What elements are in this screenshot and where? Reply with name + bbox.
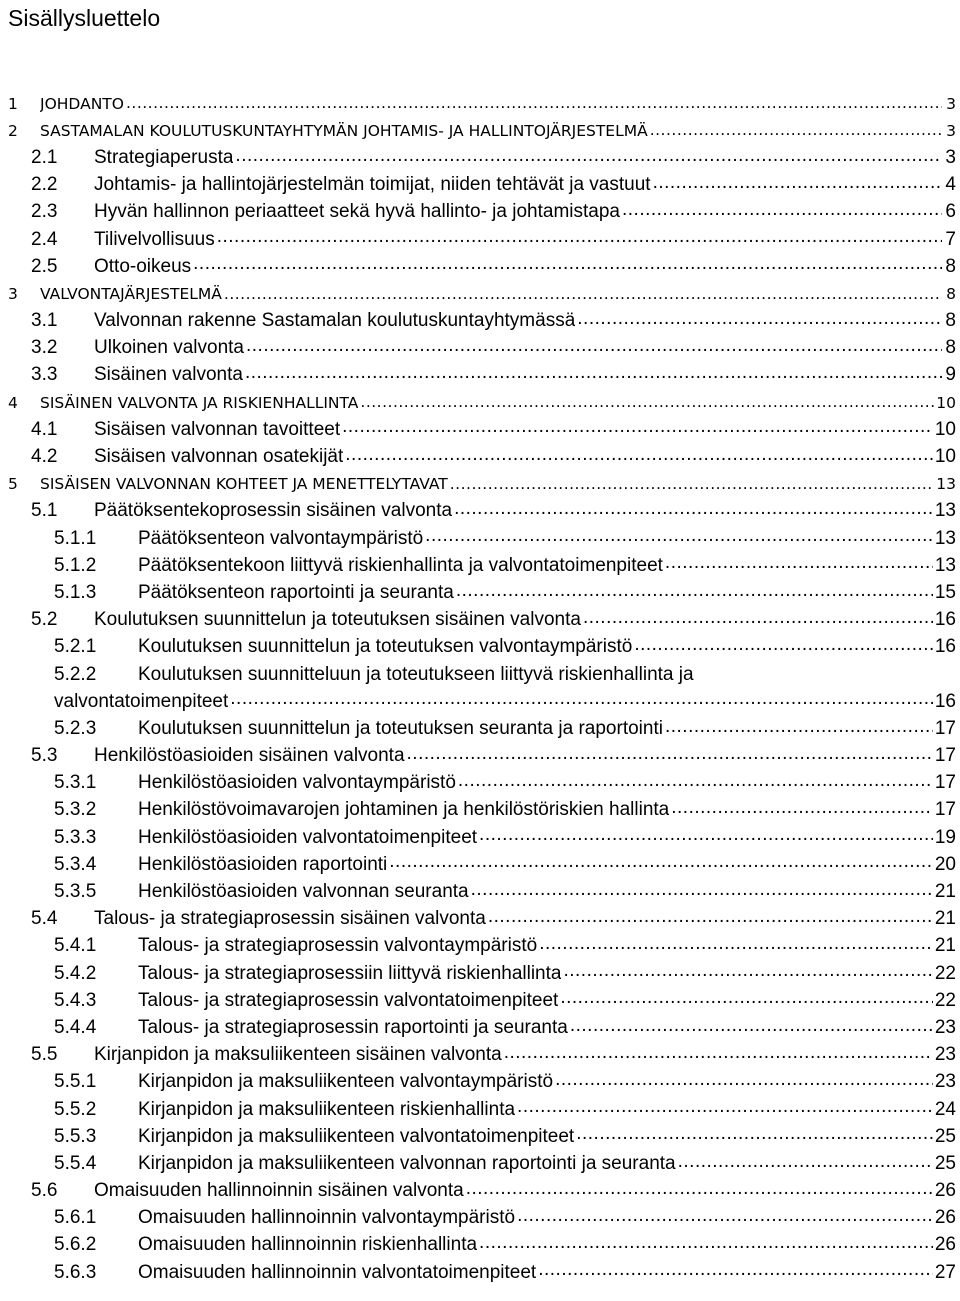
page-title: Sisällysluettelo [8,5,161,31]
toc-dot-leader [407,743,933,770]
toc-entry-page-number: 8 [945,255,956,277]
toc-entry-page-number: 21 [934,908,956,930]
toc-dot-leader [456,579,933,606]
toc-dot-leader [517,1096,933,1123]
toc-entry-page-number: 23 [934,1016,956,1038]
toc-entry[interactable] [0,1232,960,1259]
toc-entry-title: Talous- ja strategiaprosessiin liittyvä riskienhallinta [138,962,562,984]
toc-dot-leader [671,797,933,824]
toc-entry[interactable] [0,416,960,443]
toc-dot-leader [245,362,942,389]
toc-entry-title: Koulutuksen suunnittelun ja toteutuksen valvontaympäristö [138,636,633,658]
toc-entry-title: Koulutuksen suunnitteluun ja toteutukseen liittyvä riskienhallinta ja [138,663,694,685]
toc-entry-number: 5.4.2 [54,962,97,984]
toc-entry[interactable] [0,634,960,661]
toc-dot-leader [563,960,932,987]
toc-entry-number: 5.5.3 [54,1125,97,1147]
toc-entry-title: Kirjanpidon ja maksuliikenteen valvonnan raportointi ja seuranta [138,1152,676,1174]
toc-entry-title: Omaisuuden hallinnoinnin sisäinen valvonta [94,1180,464,1202]
toc-dot-leader [665,552,933,579]
toc-entry-page-number: 24 [934,1098,956,1120]
toc-entry-title: Omaisuuden hallinnoinnin valvontaympäristö [138,1207,516,1229]
toc-dot-leader [622,199,942,226]
toc-entry-number: 5.6.2 [54,1234,97,1256]
toc-entry[interactable] [0,797,960,824]
toc-entry-page-number: 25 [934,1152,956,1174]
toc-entry[interactable] [0,144,960,171]
toc-entry[interactable] [0,525,960,552]
toc-entry-page-number: 23 [934,1044,956,1066]
toc-entry-page-number: 22 [934,962,956,984]
toc-entry-page-number: 10 [934,446,956,468]
toc-entry-title: Kirjanpidon ja maksuliikenteen sisäinen valvonta [94,1044,502,1066]
toc-entry[interactable] [0,770,960,797]
toc-entry-title: Hyvän hallinnon periaatteet sekä hyvä hallinto- ja johtamistapa [94,201,620,223]
toc-entry-page-number: 8 [945,337,956,359]
toc-entry-page-number: 3 [946,121,956,140]
toc-entry[interactable] [0,443,960,470]
toc-entry-number: 2.1 [31,146,58,168]
toc-dot-leader [345,443,933,470]
toc-entry-number: 5 [8,475,18,494]
toc-dot-leader [342,416,933,443]
toc-entry-title: Päätöksentekoprosessin sisäinen valvonta [94,500,453,522]
toc-entry-number: 5.6.1 [54,1207,97,1229]
toc-entry[interactable] [0,1096,960,1123]
toc-entry-page-number: 15 [934,581,956,603]
toc-dot-leader [583,607,933,634]
toc-entry[interactable] [0,1150,960,1177]
toc-entry-title: Talous- ja strategiaprosessin valvontatoimenpiteet [138,989,559,1011]
toc-entry-page-number: 7 [945,228,956,250]
toc-dot-leader [217,226,942,253]
toc-dot-leader [653,172,942,199]
toc-entry-page-number: 13 [934,527,956,549]
toc-entry-page-number: 13 [934,500,956,522]
toc-entry-title: Omaisuuden hallinnoinnin valvontatoimenpiteet [138,1261,537,1283]
toc-entry[interactable] [0,253,960,280]
toc-entry-title: Koulutuksen suunnittelun ja toteutuksen seuranta ja raportointi [138,717,663,739]
toc-entry-page-number: 23 [934,1071,956,1093]
toc-entry-number: 5.1.1 [54,527,97,549]
table-of-contents [0,90,960,1286]
toc-entry-title: Strategiaperusta [94,146,234,168]
toc-entry-page-number: 10 [934,418,956,440]
toc-entry-title: Päätöksenteon raportointi ja seuranta [138,581,454,603]
toc-entry-title: Kirjanpidon ja maksuliikenteen valvontaympäristö [138,1071,554,1093]
toc-dot-leader [360,389,934,416]
toc-entry-number: 5.4.3 [54,989,97,1011]
toc-entry-page-number: 17 [934,717,956,739]
toc-dot-leader [539,933,933,960]
toc-entry-number: 2.3 [31,201,58,223]
toc-dot-leader [479,824,933,851]
toc-entry-title: VALVONTAJÄRJESTELMÄ [40,284,222,303]
toc-entry[interactable] [0,335,960,362]
toc-entry-number: 2.5 [31,255,58,277]
toc-entry-number: 4.1 [31,418,58,440]
toc-entry-number: 3.2 [31,337,58,359]
toc-entry-title: Henkilöstöasioiden sisäinen valvonta [94,745,405,767]
toc-entry-number: 5.3.3 [54,826,97,848]
toc-dot-leader [454,498,933,525]
toc-entry-page-number: 25 [934,1125,956,1147]
toc-entry-page-number: 9 [945,364,956,386]
toc-entry-page-number: 10 [936,393,956,412]
toc-dot-leader [538,1259,933,1286]
toc-entry[interactable] [0,552,960,579]
toc-entry[interactable] [0,362,960,389]
toc-entry[interactable] [0,661,960,688]
toc-entry-title: Omaisuuden hallinnoinnin riskienhallinta [138,1234,478,1256]
toc-dot-leader [504,1042,933,1069]
toc-entry-number: 5.5.1 [54,1071,97,1093]
toc-dot-leader [246,335,942,362]
toc-dot-leader [678,1150,933,1177]
toc-entry-title: Otto-oikeus [94,255,192,277]
toc-dot-leader [576,1123,933,1150]
toc-entry-page-number: 22 [934,989,956,1011]
toc-dot-leader [224,280,942,307]
toc-dot-leader [425,525,933,552]
toc-entry-page-number: 26 [934,1207,956,1229]
toc-entry-number: 5.3.5 [54,881,97,903]
toc-dot-leader [193,253,942,280]
toc-entry-title: SASTAMALAN KOULUTUSKUNTAYHTYMÄN JOHTAMIS- JA HALLINTOJÄRJESTELMÄ [40,121,648,140]
toc-entry-number: 5.3.1 [54,772,97,794]
toc-entry-page-number: 8 [945,310,956,332]
toc-entry[interactable] [0,226,960,253]
toc-entry-number: 5.5.2 [54,1098,97,1120]
toc-entry-title: SISÄINEN VALVONTA JA RISKIENHALLINTA [40,393,359,412]
toc-entry[interactable] [0,1259,960,1286]
toc-entry-number: 1 [8,94,18,113]
toc-entry-number: 5.6.3 [54,1261,97,1283]
toc-entry[interactable] [0,933,960,960]
toc-entry-title: Henkilöstöasioiden valvontaympäristö [138,772,456,794]
toc-entry[interactable] [0,280,960,307]
toc-entry-number: 3.1 [31,310,58,332]
toc-dot-leader [126,90,942,117]
toc-entry-page-number: 26 [934,1180,956,1202]
toc-entry[interactable] [0,960,960,987]
toc-entry-page-number: 20 [934,853,956,875]
toc-entry-title: SISÄISEN VALVONNAN KOHTEET JA MENETTELYTAVAT [40,475,448,494]
toc-entry-title: Tilivelvollisuus [94,228,215,250]
toc-dot-leader [479,1232,933,1259]
toc-entry-number: 3 [8,284,18,303]
toc-entry-title: Ulkoinen valvonta [94,337,244,359]
toc-dot-leader [488,906,933,933]
toc-entry-number: 2.2 [31,174,58,196]
toc-entry[interactable] [0,851,960,878]
toc-entry[interactable] [0,579,960,606]
toc-entry-number: 5.2.2 [54,663,97,685]
toc-entry-number: 5.3.4 [54,853,97,875]
toc-entry-page-number: 21 [934,881,956,903]
toc-entry[interactable] [0,607,960,634]
toc-entry-page-number: 21 [934,935,956,957]
toc-entry[interactable] [0,172,960,199]
toc-entry-title: Talous- ja strategiaprosessin valvontaympäristö [138,935,538,957]
toc-dot-leader [634,634,933,661]
toc-dot-leader [471,878,933,905]
toc-entry-number: 2 [8,121,18,140]
toc-dot-leader [570,1014,933,1041]
toc-entry-title: Kirjanpidon ja maksuliikenteen valvontatoimenpiteet [138,1125,575,1147]
toc-entry-page-number: 17 [934,772,956,794]
toc-dot-leader [230,688,933,715]
toc-entry-number: 5.1.3 [54,581,97,603]
toc-entry-title: JOHDANTO [40,94,124,113]
toc-entry-page-number: 27 [934,1261,956,1283]
toc-entry-number: 5.1 [31,500,58,522]
toc-entry-title: Sisäinen valvonta [94,364,243,386]
toc-entry-number: 5.4.1 [54,935,97,957]
toc-entry[interactable] [0,199,960,226]
toc-entry-title: Valvonnan rakenne Sastamalan koulutuskuntayhtymässä [94,310,576,332]
toc-entry-title: Päätöksenteon valvontaympäristö [138,527,424,549]
toc-entry-number: 5.5.4 [54,1152,97,1174]
toc-dot-leader [450,471,935,498]
toc-entry-page-number: 19 [934,826,956,848]
toc-entry-title: Sisäisen valvonnan osatekijät [94,446,344,468]
toc-entry-page-number: 6 [945,201,956,223]
toc-entry-title: Henkilöstöasioiden raportointi [138,853,388,875]
toc-entry-title: Talous- ja strategiaprosessin sisäinen valvonta [94,908,486,930]
toc-entry[interactable] [0,471,960,498]
toc-entry-title: Henkilöstövoimavarojen johtaminen ja henkilöstöriskien hallinta [138,799,670,821]
toc-entry-title: Henkilöstöasioiden valvonnan seuranta [138,881,469,903]
toc-entry-number: 2.4 [31,228,58,250]
toc-entry-number: 5.6 [31,1180,58,1202]
toc-entry-number: 3.3 [31,364,58,386]
toc-entry-number: 5.1.2 [54,554,97,576]
toc-entry[interactable] [0,308,960,335]
toc-dot-leader [517,1205,933,1232]
toc-entry-title: Sisäisen valvonnan tavoitteet [94,418,341,440]
toc-entry-page-number: 17 [934,745,956,767]
toc-entry-page-number: 3 [946,94,956,113]
toc-entry[interactable] [0,1042,960,1069]
toc-entry-number: 4.2 [31,446,58,468]
toc-entry-page-number: 3 [945,146,956,168]
toc-entry-title: valvontatoimenpiteet [54,690,229,712]
toc-entry[interactable] [0,688,960,715]
toc-entry-number: 4 [8,393,18,412]
toc-entry-title: Johtamis- ja hallintojärjestelmän toimijat, niiden tehtävät ja vastuut [94,174,651,196]
toc-entry[interactable] [0,715,960,742]
toc-entry-page-number: 16 [934,636,956,658]
toc-entry[interactable] [0,117,960,144]
toc-entry[interactable] [0,906,960,933]
toc-entry-page-number: 13 [934,554,956,576]
toc-entry-number: 5.2 [31,609,58,631]
toc-entry-page-number: 8 [946,284,956,303]
toc-dot-leader [389,851,933,878]
toc-entry[interactable] [0,1014,960,1041]
toc-entry-number: 5.3.2 [54,799,97,821]
toc-entry[interactable] [0,498,960,525]
toc-entry[interactable] [0,1069,960,1096]
toc-dot-leader [650,117,942,144]
toc-entry-page-number: 4 [945,174,956,196]
toc-entry[interactable] [0,1123,960,1150]
toc-entry-number: 5.4.4 [54,1016,97,1038]
toc-dot-leader [555,1069,933,1096]
toc-entry-title: Kirjanpidon ja maksuliikenteen riskienhallinta [138,1098,516,1120]
toc-entry-number: 5.2.1 [54,636,97,658]
toc-entry[interactable] [0,1205,960,1232]
toc-entry[interactable] [0,1178,960,1205]
toc-entry-title: Koulutuksen suunnittelun ja toteutuksen sisäinen valvonta [94,609,581,631]
toc-entry[interactable] [0,824,960,851]
toc-entry-title: Henkilöstöasioiden valvontatoimenpiteet [138,826,478,848]
toc-entry[interactable] [0,90,960,117]
toc-entry-page-number: 16 [934,609,956,631]
toc-dot-leader [458,770,933,797]
toc-entry-page-number: 26 [934,1234,956,1256]
toc-entry[interactable] [0,743,960,770]
toc-entry-number: 5.5 [31,1044,58,1066]
toc-entry[interactable] [0,878,960,905]
toc-dot-leader [235,144,942,171]
toc-dot-leader [560,987,933,1014]
toc-dot-leader [665,715,933,742]
toc-entry-title: Päätöksentekoon liittyvä riskienhallinta ja valvontatoimenpiteet [138,554,663,576]
toc-dot-leader [577,308,942,335]
toc-entry-number: 5.3 [31,745,58,767]
toc-entry-number: 5.4 [31,908,58,930]
toc-entry-page-number: 16 [934,690,956,712]
toc-dot-leader [466,1178,933,1205]
toc-entry[interactable] [0,987,960,1014]
toc-entry[interactable] [0,389,960,416]
toc-entry-page-number: 17 [934,799,956,821]
toc-entry-number: 5.2.3 [54,717,97,739]
toc-entry-title: Talous- ja strategiaprosessin raportointi ja seuranta [138,1016,568,1038]
toc-entry-page-number: 13 [936,475,956,494]
